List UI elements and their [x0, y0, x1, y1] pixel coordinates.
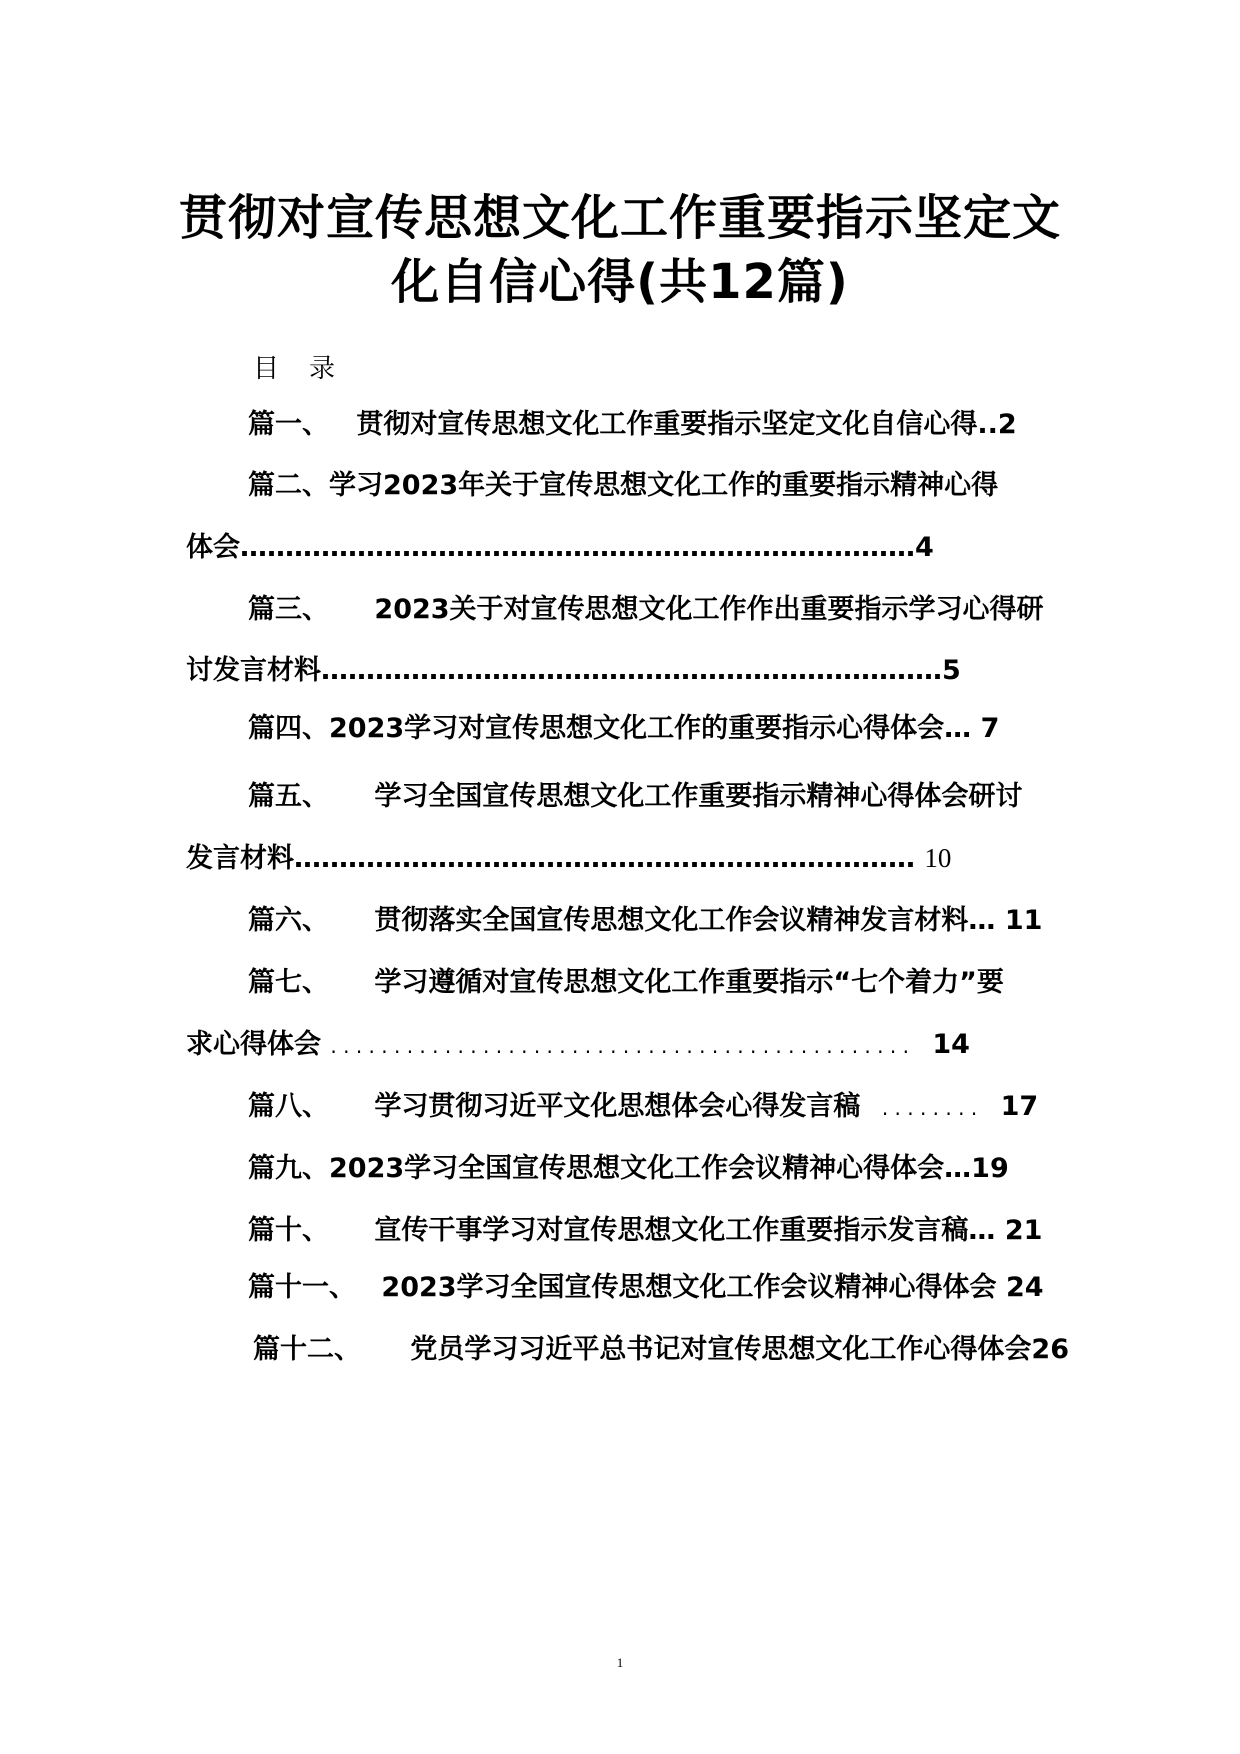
- toc-label: 篇四、: [248, 713, 329, 744]
- title-line-2: 化自信心得(共12篇): [391, 254, 849, 310]
- toc-leader: ..: [977, 409, 998, 440]
- toc-item-3[interactable]: [248, 592, 1044, 628]
- toc-title: 学习全国宣传思想文化工作重要指示精神心得体会研讨: [374, 781, 1023, 812]
- toc-label: 篇五、: [248, 781, 329, 812]
- toc-title-cont: 求心得体会: [186, 1029, 321, 1060]
- toc-label: 篇一、: [248, 409, 329, 440]
- toc-item-2-cont[interactable]: [186, 530, 934, 566]
- toc-item-3-cont[interactable]: [186, 653, 961, 689]
- toc-leader: ……………………………………………………………: [294, 843, 915, 874]
- toc-title: 2023学习对宣传思想文化工作的重要指示心得体会: [329, 713, 945, 744]
- toc-title: 党员学习习近平总书记对宣传思想文化工作心得体会: [410, 1334, 1032, 1365]
- toc-leader: …: [968, 1215, 996, 1246]
- title-line-1: 贯彻对宣传思想文化工作重要指示坚定文: [178, 190, 1061, 246]
- toc-label: 篇九、: [248, 1153, 329, 1184]
- toc-label: 篇十、: [248, 1215, 329, 1246]
- toc-label: 篇六、: [248, 905, 329, 936]
- toc-label: 篇二、: [248, 470, 329, 501]
- toc-page: 11: [1004, 905, 1043, 936]
- toc-item-9[interactable]: [248, 1151, 1009, 1187]
- toc-page: 26: [1031, 1334, 1069, 1365]
- toc-title-cont: 讨发言材料: [186, 655, 321, 686]
- toc-title: 学习2023年关于宣传思想文化工作的重要指示精神心得: [329, 470, 999, 501]
- toc-page: 21: [1004, 1215, 1043, 1246]
- toc-title: 学习遵循对宣传思想文化工作重要指示“七个着力”要: [374, 967, 1004, 998]
- toc-title: 贯彻落实全国宣传思想文化工作会议精神发言材料: [374, 905, 969, 936]
- toc-page: 17: [1000, 1091, 1039, 1122]
- toc-page: 14: [932, 1029, 970, 1060]
- toc-title-cont: 发言材料: [186, 843, 294, 874]
- toc-title: 学习贯彻习近平文化思想体会心得发言稿: [374, 1091, 861, 1122]
- toc-item-7[interactable]: [248, 965, 1004, 1001]
- toc-leader: …: [944, 1153, 972, 1184]
- toc-label: 篇七、: [248, 967, 329, 998]
- toc-item-5-cont[interactable]: [186, 840, 951, 877]
- toc-title: 2023学习全国宣传思想文化工作会议精神心得体会: [381, 1272, 997, 1303]
- toc-label: 篇三、: [248, 594, 329, 625]
- toc-page: 5: [942, 655, 961, 686]
- toc-item-12[interactable]: [253, 1332, 1069, 1368]
- toc-item-2[interactable]: [248, 468, 998, 504]
- page-number: 1: [616, 1655, 624, 1670]
- toc-leader: . . . . . . . . . . . . . . . . . . . . . . . . . . . . . . . . . . . . . . . . . . . . . .: [330, 1034, 909, 1058]
- toc-item-1[interactable]: [248, 407, 1017, 443]
- toc-title-cont: 体会: [186, 532, 240, 563]
- toc-page: 19: [971, 1153, 1009, 1184]
- toc-item-10[interactable]: [248, 1213, 1042, 1249]
- toc-leader: . . . . . . . .: [881, 1096, 978, 1120]
- toc-page: 4: [915, 532, 934, 563]
- toc-page: 24: [1005, 1272, 1044, 1303]
- toc-item-11[interactable]: [248, 1270, 1044, 1306]
- toc-item-7-cont[interactable]: [186, 1027, 970, 1064]
- toc-leader: …: [944, 713, 972, 744]
- toc-leader: …………………………………………………………………: [240, 532, 915, 563]
- toc-item-5[interactable]: [248, 779, 1022, 815]
- toc-heading: 目录: [253, 354, 366, 384]
- toc-label: 篇十二、: [253, 1334, 361, 1365]
- toc-item-6[interactable]: [248, 903, 1042, 939]
- toc-title: 贯彻对宣传思想文化工作重要指示坚定文化自信心得: [356, 409, 978, 440]
- toc-label: 篇十一、: [248, 1272, 356, 1303]
- toc-leader: ……………………………………………………………: [321, 655, 942, 686]
- toc-item-8[interactable]: [248, 1089, 1038, 1126]
- toc-title: 2023学习全国宣传思想文化工作会议精神心得体会: [329, 1153, 945, 1184]
- toc-title: 宣传干事学习对宣传思想文化工作重要指示发言稿: [374, 1215, 969, 1246]
- toc-label: 篇八、: [248, 1091, 329, 1122]
- toc-page: 10: [924, 843, 952, 873]
- toc-leader: …: [968, 905, 996, 936]
- toc-page: 7: [980, 713, 1000, 744]
- toc-item-4[interactable]: [248, 711, 999, 747]
- toc-page: 2: [997, 409, 1017, 440]
- toc-title: 2023关于对宣传思想文化工作作出重要指示学习心得研: [374, 594, 1044, 625]
